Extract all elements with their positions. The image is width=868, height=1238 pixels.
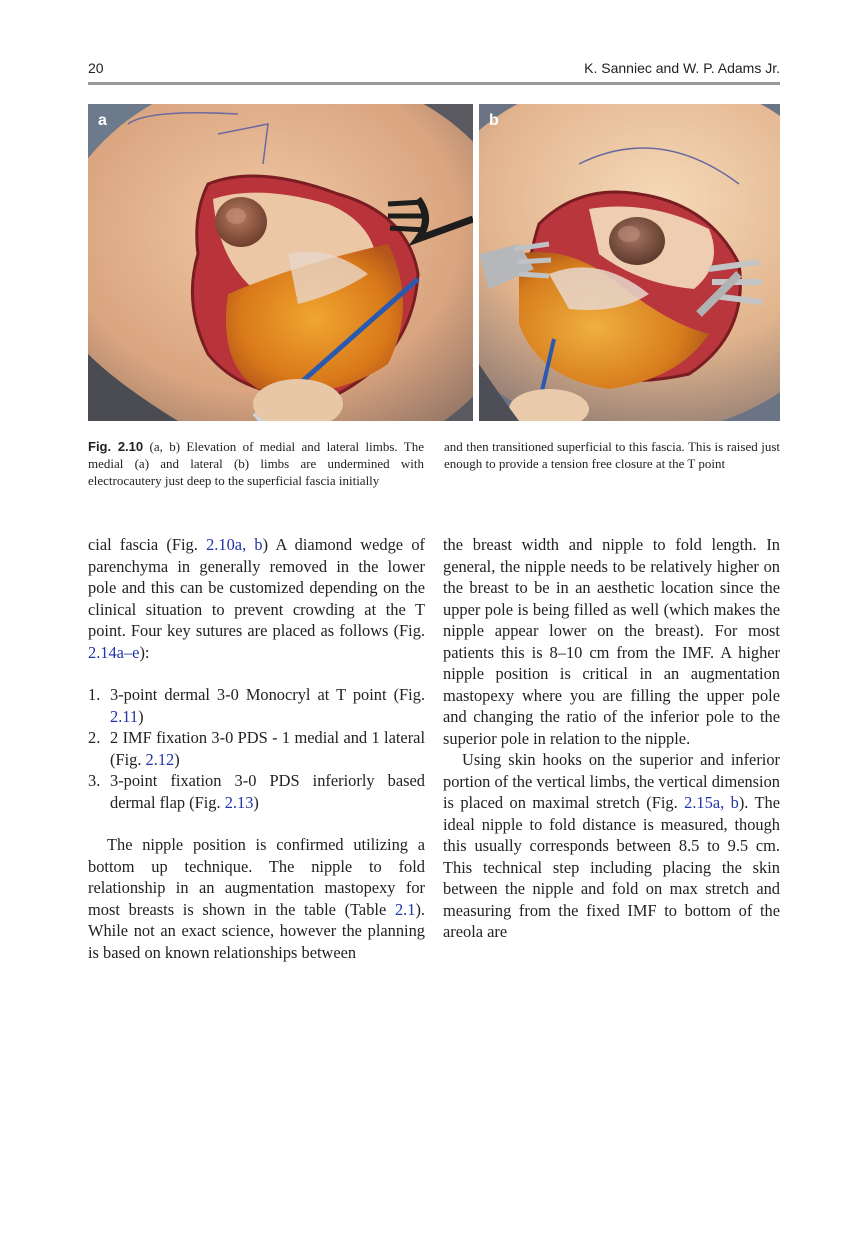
figure-reference-link[interactable]: 2.13 — [224, 792, 254, 812]
header-rule — [88, 82, 780, 85]
text-column-left — [88, 534, 425, 963]
text-run: 2 IMF fixation 3-0 PDS - 1 medial and 1 lateral (Fig. — [110, 728, 425, 769]
paragraph — [88, 834, 425, 963]
list-number: 2. — [88, 728, 101, 747]
text-run: Using skin hooks on the superior and inferior portion of the vertical limbs, the vertical dimension is placed on maximal stretch (Fig. — [443, 750, 780, 812]
figure-reference-link[interactable]: 2.11 — [110, 706, 139, 726]
text-column-right — [443, 534, 780, 943]
figure-reference-link[interactable]: 2.15a, b — [684, 793, 739, 812]
paragraph — [443, 749, 780, 943]
suture-list — [88, 684, 425, 813]
list-item — [88, 684, 425, 727]
figure-caption-left — [88, 438, 424, 489]
list-item — [88, 770, 425, 813]
running-head — [88, 58, 780, 82]
page-number: 20 — [88, 60, 104, 76]
text-run: ) — [253, 792, 259, 812]
paragraph — [443, 534, 780, 749]
table-reference-link[interactable]: 2.1 — [394, 899, 416, 919]
paragraph — [88, 534, 425, 663]
text-run: ): — [139, 642, 150, 662]
text-run: the breast width and nipple to fold length. In general, the nipple needs to be relatively higher on the breast to be in an aesthetic location since the upper pole is being filled as well (which makes the nipple appear lower on the breast). For most patients this is 8–10 cm from the IMF. A higher nipple position is critical in an augmentation mastopexy where you are filling the upper pole and changing the ratio of the inferior pole to the superior pole in relation to the nipple. — [443, 535, 780, 748]
text-run: ) — [174, 749, 180, 769]
running-head-authors: K. Sanniec and W. P. Adams Jr. — [584, 60, 780, 76]
text-run: 3-point fixation 3-0 PDS inferiorly based dermal flap (Fig. — [110, 771, 425, 812]
surgical-photo-b — [479, 104, 780, 421]
text-run: ). The ideal nipple to fold distance is measured, though this usually corresponds between 8.5 to 9.5 cm. This technical step including placing the skin between the nipple and fold on max stretch and measuring from the fixed IMF to bottom of the areola are — [443, 793, 780, 941]
text-run: 3-point dermal 3-0 Monocryl at T point (Fig. — [110, 685, 425, 704]
list-item — [88, 727, 425, 770]
text-run: ) — [138, 706, 144, 726]
text-run: ). While not an exact science, however the planning is based on known relationships between — [88, 899, 425, 962]
panel-label-b: b — [489, 112, 499, 129]
text-run: cial fascia (Fig. — [88, 535, 207, 554]
text-run: The nipple position is confirmed utilizing a bottom up technique. The nipple to fold relationship in an augmentation mastopexy for most breasts is shown in the table (Table — [88, 835, 425, 919]
figure-reference-link[interactable]: 2.14a–e — [88, 642, 140, 662]
figure-label: Fig. 2.10 — [88, 439, 144, 454]
caption-text-right: and then transitioned superficial to this fascia. This is raised just enough to provide a tension free closure at the T point — [444, 439, 780, 471]
list-number: 1. — [88, 685, 101, 704]
panel-label-a: a — [98, 112, 107, 129]
figure-reference-link[interactable]: 2.10a, b — [206, 535, 263, 554]
figure-caption-right — [444, 438, 780, 472]
surgical-photo-a — [88, 104, 473, 421]
figure-reference-link[interactable]: 2.12 — [145, 749, 175, 769]
caption-text-left: (a, b) Elevation of medial and lateral limbs. The medial (a) and lateral (b) limbs are undermined with electrocautery just deep to the superficial fascia initially — [88, 439, 424, 488]
list-number: 3. — [88, 771, 101, 790]
text-run: ) A diamond wedge of parenchyma in generally removed in the lower pole and this can be customized depending on the clinical situation to prevent crowding at the T point. Four key sutures are placed as follows (Fig. — [88, 535, 425, 640]
figure-panel-b — [479, 104, 780, 421]
figure-panel-a — [88, 104, 473, 421]
